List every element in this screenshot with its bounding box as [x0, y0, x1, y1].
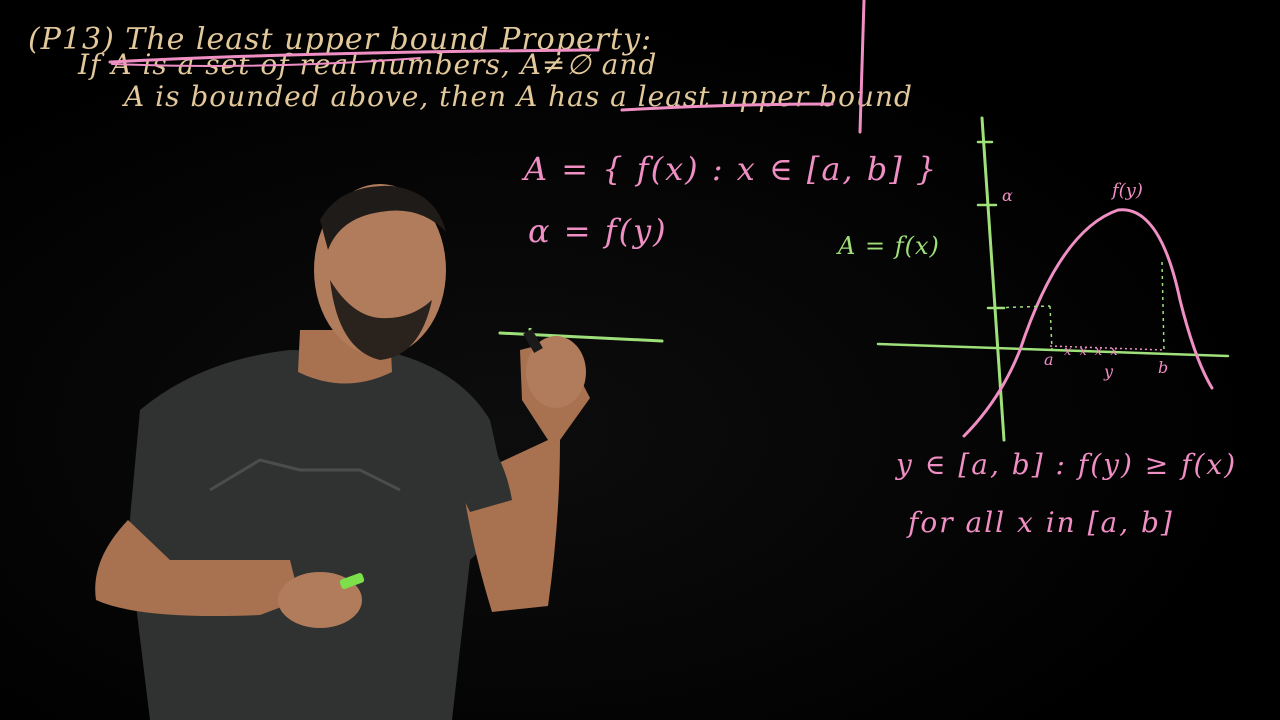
alpha-equation: α = f(y) [528, 212, 668, 250]
graph-fy-label: f(y) [1112, 180, 1143, 201]
theorem-line-3: A is bounded above, then A has a least upper bound [124, 80, 913, 113]
presenter-shirt [128, 350, 512, 720]
theorem-title: (P13) The least upper bound Property: [28, 22, 653, 57]
graph-y-label: y [1104, 362, 1114, 381]
graph-label-A: A = f(x) [838, 232, 940, 260]
condition-line-2: for all x in [a, b] [908, 506, 1174, 539]
graph-b-label: b [1158, 358, 1169, 377]
graph-a-label: a [1044, 350, 1054, 369]
graph-alpha-label: α [1002, 186, 1013, 205]
graph-x-marks: x x x x [1064, 344, 1120, 359]
theorem-line-2: If A is a set of real numbers, A≠∅ and [78, 48, 658, 81]
condition-line-1: y ∈ [a, b] : f(y) ≥ f(x) [896, 448, 1238, 481]
set-equation: A = { f(x) : x ∈ [a, b] } [524, 150, 939, 188]
